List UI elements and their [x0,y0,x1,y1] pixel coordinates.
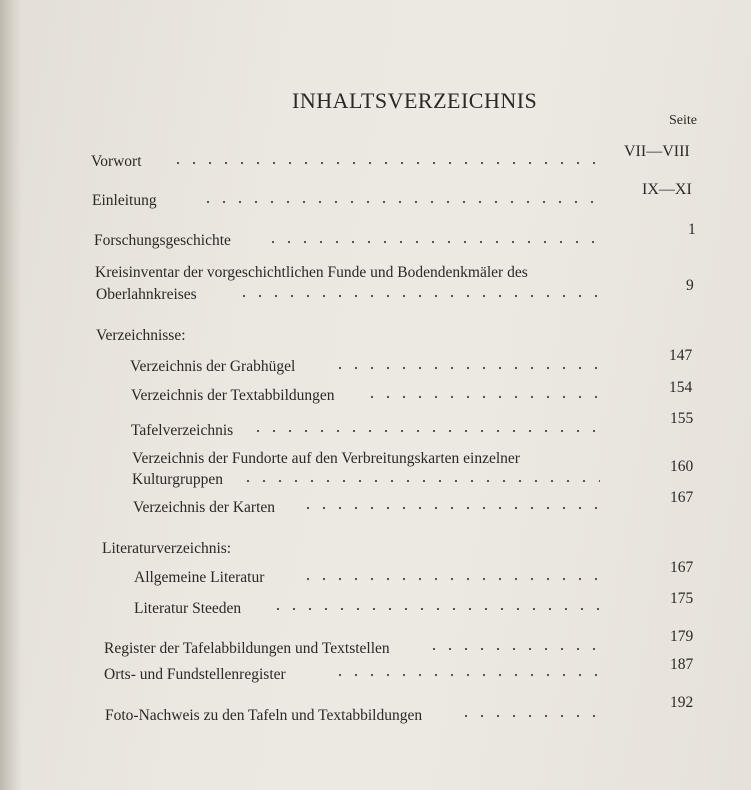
toc-page-literatur-steeden: 175 [670,590,694,607]
toc-entry-fundorte-line1: Verzeichnis der Fundorte auf den Verbreitungskarten einzelner [132,450,520,467]
toc-entry-kreisinventar-line2: Oberlahnkreises [96,286,197,303]
toc-entry-foto-nachweis: Foto-Nachweis zu den Tafeln und Textabbildungen [105,707,423,724]
toc-entry-fundorte-line2: Kulturgruppen [132,471,223,488]
toc-page-textabbildungen: 154 [669,379,693,396]
toc-leader [240,478,600,484]
toc-leader [170,160,600,166]
toc-entry-forschungsgeschichte: Forschungsgeschichte [94,232,231,249]
toc-page-forschungsgeschichte: 1 [688,221,696,238]
toc-page-foto-nachweis: 192 [670,694,694,711]
toc-entry-vorwort: Vorwort [91,153,142,170]
toc-page-vorwort: VII—VIII [624,143,690,160]
toc-entry-karten: Verzeichnis der Karten [133,499,276,516]
toc-leader [426,646,600,652]
toc-leader [265,239,600,245]
toc-leader [250,428,600,434]
toc-leader [300,505,600,511]
toc-entry-kreisinventar-line1: Kreisinventar der vorgeschichtlichen Funde und Bodendenkmäler des [95,264,528,281]
toc-page-register: 179 [670,628,694,645]
toc-entry-grabhuegel: Verzeichnis der Grabhügel [130,358,296,375]
page-title: INHALTSVERZEICHNIS [292,88,538,113]
page-column-label: Seite [669,113,697,128]
toc-leader [458,713,600,719]
page-edge-shadow [0,0,22,790]
toc-entry-einleitung: Einleitung [92,192,157,209]
toc-page-tafelverzeichnis: 155 [670,410,694,427]
toc-entry-literatur-steeden: Literatur Steeden [134,600,242,617]
toc-entry-textabbildungen: Verzeichnis der Textabbildungen [131,387,335,404]
toc-page-kreisinventar: 9 [686,277,694,294]
toc-leader [364,394,600,400]
toc-page-einleitung: IX—XI [642,181,692,198]
toc-leader [332,672,600,678]
toc-page-allgemeine-literatur: 167 [670,559,694,576]
toc-leader [236,293,600,299]
toc-entry-tafelverzeichnis: Tafelverzeichnis [131,422,234,439]
toc-entry-ortsregister: Orts- und Fundstellenregister [104,666,286,683]
toc-entry-register: Register der Tafelabbildungen und Textstellen [104,640,390,657]
toc-section-verzeichnisse: Verzeichnisse: [96,327,186,344]
toc-page-ortsregister: 187 [670,656,694,673]
toc-leader [270,606,600,612]
toc-page-fundorte: 160 [670,458,694,475]
toc-leader [300,576,600,582]
toc-leader [332,365,600,371]
toc-leader [200,199,600,205]
toc-page-grabhuegel: 147 [669,347,693,364]
toc-section-literaturverzeichnis: Literaturverzeichnis: [102,540,232,557]
toc-entry-allgemeine-literatur: Allgemeine Literatur [134,569,265,586]
toc-page-karten: 167 [670,489,694,506]
